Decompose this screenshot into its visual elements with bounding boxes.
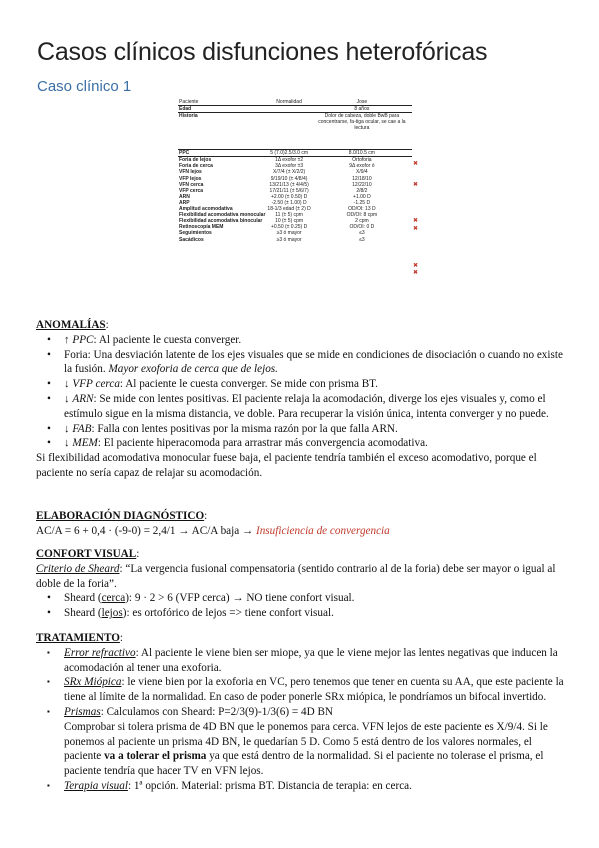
- list-item: • Foria: Una desviación latente de los ejes visuales que se mide en condiciones de disociación o cuando no existe la fusión. Mayor exoforia de cerca que de lejos.: [36, 348, 566, 378]
- table-cell: Ortoforia: [312, 157, 412, 164]
- criterio-text: : “La vergencia fusional compensatoria (sentido contrario al de la foria) debe ser mayor o igual al doble de la foria”.: [36, 562, 556, 590]
- table-cell: -2.50 (± 1.00) D: [271, 199, 307, 206]
- table-cell: +0.50 (± 0.25) D: [270, 224, 308, 231]
- list-item: • ↓ VFP cerca: Al paciente le cuesta converger. Se mide con prisma BT.: [36, 377, 566, 392]
- criterio-label: Criterio de Sheard: [36, 562, 120, 575]
- anomaly-mark-icon: ✖: [413, 217, 419, 224]
- table-row: [178, 157, 412, 164]
- table-cell: 12/18/10: [352, 175, 372, 182]
- diagnostico-section: ELABORACIÓN DIAGNÓSTICO: AC/A = 6 + 0,4 · (-9-0) = 2,4/1 → AC/A baja → Insuficiencia de convergencia: [36, 510, 390, 537]
- anomaly-mark-icon: ✖: [413, 181, 419, 188]
- confort-list: [36, 591, 566, 621]
- anomaly-mark-icon: ✖: [413, 225, 419, 232]
- anomaly-mark-icon: ✖: [413, 160, 419, 167]
- diagnosis-result: Insuficiencia de convergencia: [255, 524, 390, 537]
- table-header-row: [178, 99, 412, 106]
- table-cell: Amplitud acomodativa: [179, 206, 233, 213]
- table-cell: ≤3: [359, 236, 365, 243]
- diagnostico-heading: ELABORACIÓN DIAGNÓSTICO: [36, 510, 205, 522]
- confort-heading: CONFORT VISUAL: [36, 548, 137, 560]
- table-cell: PPC: [178, 150, 266, 157]
- table-cell: VFP cerca: [179, 187, 204, 194]
- table-row: [178, 150, 412, 157]
- table-cell: Sacádicos: [179, 236, 204, 243]
- list-item: • Sheard (cerca): 9 · 2 > 6 (VFP cerca) → NO tiene confort visual.: [36, 591, 566, 606]
- list-item: • ↓ FAB: Falla con lentes positivas por la misma razón por la que falla ARN.: [36, 422, 566, 437]
- table-cell: -1.25 D: [353, 199, 371, 206]
- table-cell: Foria de lejos: [178, 157, 266, 164]
- table-row: [178, 237, 412, 243]
- table-cell: ARP: [179, 199, 190, 206]
- page-title: Casos clínicos disfunciones heterofóricas: [37, 38, 488, 66]
- anomalias-section: ANOMALÍAS: • ↑ PPC: Al paciente le cuesta converger. • Foria: Una desviación latente de los ejes visuales que se mide en condiciones de disociación o cuando no existe la fusión. Mayor exoforia de cerca que de lejos. • ↓ VFP cerca: Al paciente le cuesta converger. Se mide con prisma BT. • ↓ ARN: Se mide con lentes positivas. El paciente relaja la acomodación, diverge los ejes visuales y, como el estímulo sigue en la misma distancia, ve doble. Para recuperar la visión única, intenta converger y no puede. • ↓ FAB: Falla con lentes positivas por la misma razón por la que falla ARN. • ↓ MEM: El paciente hiperacomoda para arrastrar más convergencia acomodativa. Si flexibilidad acomodativa monocular fuese baja, el paciente tendría también el exceso acomodativo, porque el paciente no sería capaz de relajar su acomodación.: [36, 318, 566, 481]
- confort-section: CONFORT VISUAL: Criterio de Sheard: “La vergencia fusional compensatoria (sentido contrario al de la foria) debe ser mayor o igual al doble de la foria”. • Sheard (cerca): 9 · 2 > 6 (VFP cerca) → NO tiene confort visual. • Sheard (lejos): es ortofórico de lejos => tiene confort visual.: [36, 547, 566, 621]
- anomaly-mark-icon: ✖: [413, 262, 419, 269]
- table-cell: 8 años: [354, 106, 370, 113]
- table-cell: Edad: [179, 106, 192, 113]
- case-table: [178, 99, 412, 243]
- table-cell: [266, 106, 311, 113]
- table-row: [178, 113, 412, 150]
- anomalias-heading: ANOMALÍAS: [36, 319, 106, 331]
- table-cell: 3Δ exofor ±3: [275, 163, 304, 170]
- table-cell: 5 (7.0)2.5/3.0 cm: [266, 150, 311, 157]
- table-cell: ARN: [179, 193, 190, 200]
- list-item: ▪ Terapia visual: 1ª opción. Material: prisma BT. Distancia de terapia: en cerca.: [36, 779, 566, 794]
- anomaly-mark-icon: ✖: [413, 269, 419, 276]
- tratamiento-list: [36, 646, 566, 794]
- table-cell: +2.00 (± 0.50) D: [270, 193, 308, 200]
- table-cell: 9Δ exofor ó: [349, 163, 375, 170]
- table-cell: 9/19/10 (± 4/8/4): [270, 175, 308, 182]
- table-cell: Foria de cerca: [179, 163, 213, 170]
- anomalias-note: Si flexibilidad acomodativa monocular fuese baja, el paciente tendría también el exceso acomodativo, porque el paciente no sería capaz de relajar su acomodación.: [36, 452, 537, 479]
- list-item: ▪ Error refractivo: Al paciente le viene bien ser miope, ya que le viene mejor las lentes negativas que inducen la acomodación al tener una exoforia.: [36, 646, 566, 676]
- table-header-cell: Jose: [312, 99, 412, 106]
- list-item: • Sheard (lejos): es ortofórico de lejos => tiene confort visual.: [36, 606, 566, 621]
- table-cell: OD/OI: 8 cpm: [346, 212, 378, 219]
- table-row: [178, 106, 412, 113]
- tratamiento-heading: TRATAMIENTO: [36, 632, 120, 644]
- table-cell: 11 (± 5) cpm: [275, 212, 303, 219]
- table-cell: Seguimientos: [179, 230, 212, 237]
- table-cell: ≥3 ó mayor: [276, 230, 302, 237]
- case-subtitle: Caso clínico 1: [37, 78, 132, 95]
- table-cell: Dolor de cabeza, doble BwB para concentrarse, fa-tiga ocular, se cae a la lectura: [312, 113, 412, 150]
- list-item: ▪ Prismas: Calculamos con Sheard: P=2/3(9)-1/3(6) = 4D BN Comprobar si tolera prisma de 4D BN que le ponemos para cerca. VFN lejos de este paciente es X/9/4. Si le ponemos al paciente un prisma 4D BN, le quedarían 5 D. Como 5 está dentro de los valores normales, el paciente va a tolerar el prisma ya que está dentro de la normalidad. Si el paciente no tolerase el prisma, el paciente tendría que hacer TV en VFN lejos.: [36, 705, 566, 779]
- table-cell: X/7/4 (± X/2/2): [272, 169, 306, 176]
- table-cell: ≥3 ó mayor: [276, 236, 302, 243]
- table-cell: X/9/4: [356, 169, 368, 176]
- table-cell: 10 (± 5) cpm: [275, 218, 304, 225]
- list-item: • ↓ ARN: Se mide con lentes positivas. El paciente relaja la acomodación, diverge los ejes visuales y, como el estímulo sigue en la misma distancia, ve doble. Para recuperar la visión única, intenta converger y no puede.: [36, 392, 566, 422]
- list-item: • ↓ MEM: El paciente hiperacomoda para arrastrar más convergencia acomodativa.: [36, 436, 566, 451]
- table-cell: VFN lejos: [179, 169, 202, 176]
- table-cell: 17/21/11 (± 5/6/7): [269, 187, 309, 194]
- table-cell: +1.00 D: [353, 193, 371, 200]
- list-item: • ↑ PPC: Al paciente le cuesta converger.: [36, 333, 566, 348]
- table-cell: 2/8/2: [356, 187, 368, 194]
- table-cell: Retinoscopía MEM: [179, 224, 224, 231]
- table-cell: 12/22/10: [352, 181, 372, 188]
- table-cell: 1Δ exofor ±2: [266, 157, 311, 164]
- table-cell: OD/OI: 13 D: [348, 206, 376, 213]
- table-header-cell: Normalidad: [266, 99, 311, 106]
- table-cell: ≤3: [359, 230, 365, 237]
- table-cell: 18-1/3 edad (± 2) D: [267, 206, 311, 213]
- table-cell: OD/OI: 0 D: [349, 224, 375, 231]
- tratamiento-section: TRATAMIENTO: ▪ Error refractivo: Al paciente le viene bien ser miope, ya que le viene mejor las lentes negativas que inducen la acomodación al tener una exoforia. ▪ SRx Miópica: le viene bien por la exoforia en VC, pero tenemos que tener en cuenta su AA, que este paciente la tiene al límite de la normalidad. En caso de poder ponerle SRx miópica, le pondríamos un bifocal invertido. ▪ Prismas: Calculamos con Sheard: P=2/3(9)-1/3(6) = 4D BN Comprobar si tolera prisma de 4D BN que le ponemos para cerca. VFN lejos de este paciente es X/9/4. Si le ponemos al paciente un prisma 4D BN, le quedarían 5 D. Como 5 está dentro de los valores normales, el paciente va a tolerar el prisma ya que está dentro de la normalidad. Si el paciente no tolerase el prisma, el paciente tendría que hacer TV en VFN lejos. ▪ Terapia visual: 1ª opción. Material: prisma BT. Distancia de terapia: en cerca.: [36, 631, 566, 794]
- table-cell: 13/21/13 (± 4/4/5): [269, 181, 309, 188]
- anomalias-list: [36, 333, 566, 451]
- table-cell: 2 cpm: [355, 218, 369, 225]
- table-cell: VFP lejos: [179, 175, 202, 182]
- table-header-cell: Paciente: [178, 99, 266, 106]
- acca-formula: AC/A = 6 + 0,4 · (-9-0) = 2,4/1 → AC/A baja →: [36, 524, 256, 537]
- table-cell: [266, 113, 311, 150]
- list-item: ▪ SRx Miópica: le viene bien por la exoforia en VC, pero tenemos que tener en cuenta su AA, que este paciente la tiene al límite de la normalidad. En caso de poder ponerle SRx miópica, le pondríamos un bifocal invertido.: [36, 675, 566, 705]
- table-cell: VFN cerca: [179, 181, 204, 188]
- table-cell: Flexibilidad acomodativa binocular: [179, 218, 263, 225]
- table-cell: 8.0/10.5 cm: [312, 150, 412, 157]
- table-cell: Historia: [178, 113, 266, 150]
- table-cell: Flexibilidad acomodativa monocular: [179, 212, 266, 219]
